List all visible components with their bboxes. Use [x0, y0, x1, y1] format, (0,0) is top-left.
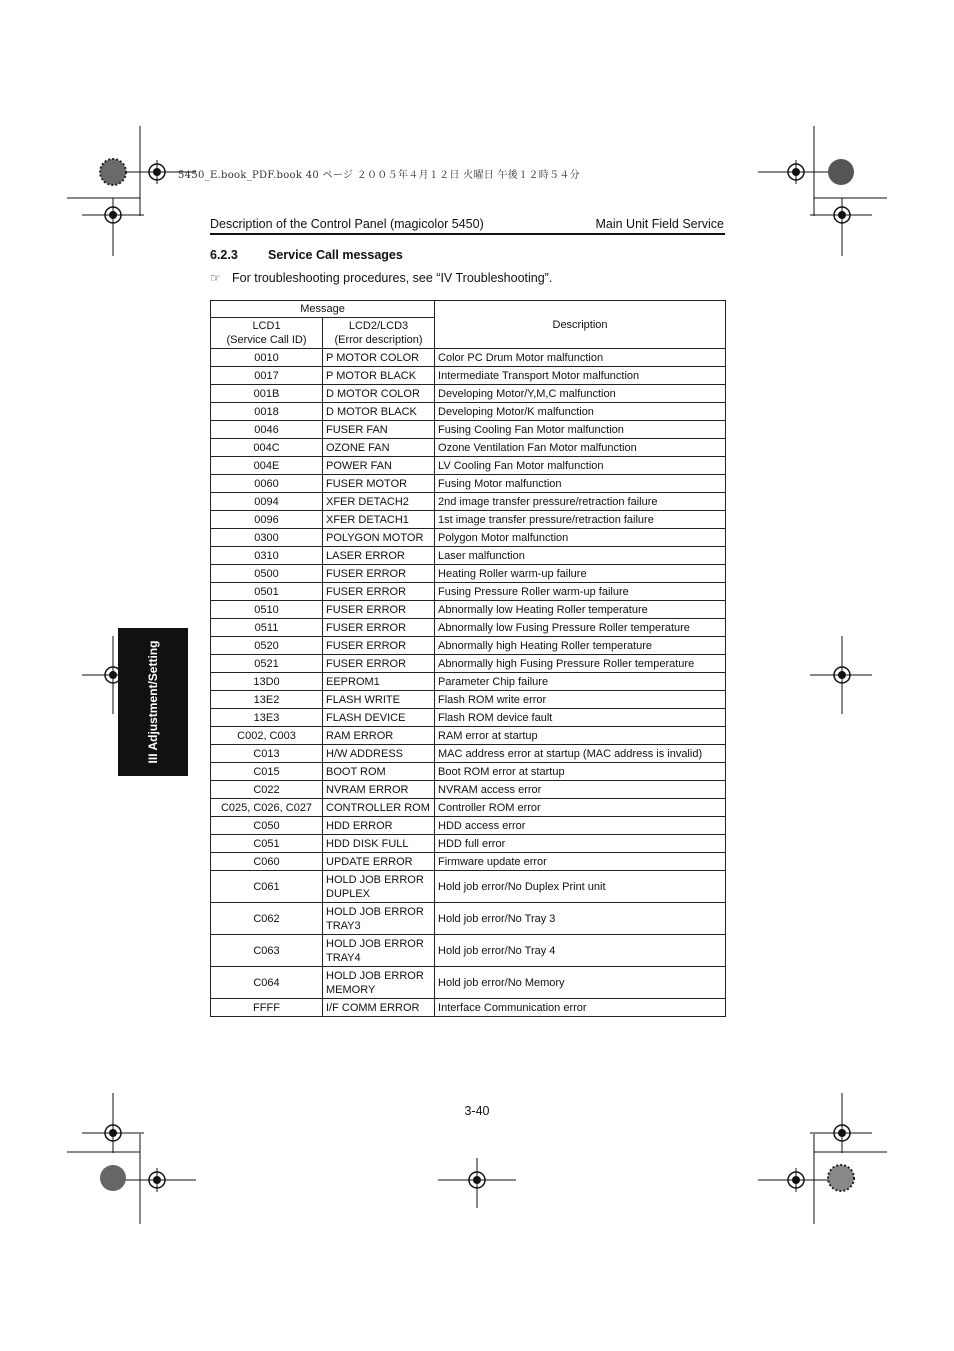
- cell-description: NVRAM access error: [435, 781, 726, 799]
- cell-description: Flash ROM device fault: [435, 709, 726, 727]
- cell-service-call-id: C013: [211, 745, 323, 763]
- table-row: [211, 817, 726, 835]
- cell-service-call-id: 0017: [211, 367, 323, 385]
- cell-error-message: BOOT ROM: [323, 763, 435, 781]
- cell-description: Laser malfunction: [435, 547, 726, 565]
- header-chapter-title: Description of the Control Panel (magicolor 5450): [210, 217, 484, 231]
- cell-service-call-id: C025, C026, C027: [211, 799, 323, 817]
- cell-description: Color PC Drum Motor malfunction: [435, 349, 726, 367]
- table-row: [211, 421, 726, 439]
- cell-service-call-id: FFFF: [211, 999, 323, 1017]
- cell-service-call-id: 0018: [211, 403, 323, 421]
- cell-service-call-id: 0060: [211, 475, 323, 493]
- cell-service-call-id: 001B: [211, 385, 323, 403]
- cell-error-message: HOLD JOB ERROR TRAY4: [323, 935, 435, 967]
- cell-error-message: XFER DETACH2: [323, 493, 435, 511]
- table-row: [211, 967, 726, 999]
- table-row: [211, 529, 726, 547]
- table-row: [211, 439, 726, 457]
- cell-error-message: HDD ERROR: [323, 817, 435, 835]
- cell-error-message: FUSER ERROR: [323, 583, 435, 601]
- table-row: [211, 367, 726, 385]
- cell-service-call-id: 0501: [211, 583, 323, 601]
- table-body: [211, 349, 726, 1017]
- header-section-title: Main Unit Field Service: [595, 217, 724, 231]
- table-row: [211, 565, 726, 583]
- table-row: [211, 871, 726, 903]
- cell-description: Flash ROM write error: [435, 691, 726, 709]
- cell-description: Hold job error/No Memory: [435, 967, 726, 999]
- cell-service-call-id: 0010: [211, 349, 323, 367]
- table-row: [211, 999, 726, 1017]
- cell-service-call-id: 0046: [211, 421, 323, 439]
- cell-service-call-id: 0094: [211, 493, 323, 511]
- cell-service-call-id: 0500: [211, 565, 323, 583]
- header-description: Description: [435, 301, 726, 349]
- cell-error-message: POWER FAN: [323, 457, 435, 475]
- cell-service-call-id: 0096: [211, 511, 323, 529]
- cell-error-message: RAM ERROR: [323, 727, 435, 745]
- header-lcd1: LCD1 (Service Call ID): [211, 318, 323, 349]
- cell-error-message: D MOTOR BLACK: [323, 403, 435, 421]
- cell-error-message: HOLD JOB ERROR MEMORY: [323, 967, 435, 999]
- cell-service-call-id: 0521: [211, 655, 323, 673]
- cell-error-message: NVRAM ERROR: [323, 781, 435, 799]
- cell-error-message: EEPROM1: [323, 673, 435, 691]
- table-row: [211, 763, 726, 781]
- cell-description: Abnormally low Fusing Pressure Roller temperature: [435, 619, 726, 637]
- cell-service-call-id: C060: [211, 853, 323, 871]
- cell-error-message: HOLD JOB ERROR DUPLEX: [323, 871, 435, 903]
- table-row: [211, 655, 726, 673]
- table-row: [211, 691, 726, 709]
- table-row: [211, 673, 726, 691]
- cell-error-message: LASER ERROR: [323, 547, 435, 565]
- cell-service-call-id: 0520: [211, 637, 323, 655]
- cell-error-message: P MOTOR BLACK: [323, 367, 435, 385]
- cell-error-message: FUSER ERROR: [323, 601, 435, 619]
- cell-description: Hold job error/No Tray 3: [435, 903, 726, 935]
- cell-error-message: POLYGON MOTOR: [323, 529, 435, 547]
- cell-description: 1st image transfer pressure/retraction failure: [435, 511, 726, 529]
- cell-description: 2nd image transfer pressure/retraction failure: [435, 493, 726, 511]
- header-lcd2-lcd3: LCD2/LCD3 (Error description): [323, 318, 435, 349]
- table-row: [211, 835, 726, 853]
- cell-error-message: HOLD JOB ERROR TRAY3: [323, 903, 435, 935]
- cell-error-message: FLASH DEVICE: [323, 709, 435, 727]
- cell-service-call-id: 004C: [211, 439, 323, 457]
- side-tab-label: III Adjustment/Setting: [146, 640, 160, 764]
- cell-error-message: HDD DISK FULL: [323, 835, 435, 853]
- cell-error-message: FUSER MOTOR: [323, 475, 435, 493]
- table-row: [211, 511, 726, 529]
- cell-description: Fusing Pressure Roller warm-up failure: [435, 583, 726, 601]
- cell-error-message: H/W ADDRESS: [323, 745, 435, 763]
- cell-service-call-id: C022: [211, 781, 323, 799]
- table-row: [211, 385, 726, 403]
- note-text: For troubleshooting procedures, see “IV Troubleshooting”.: [232, 271, 553, 285]
- cell-service-call-id: 13E3: [211, 709, 323, 727]
- table-row: [211, 799, 726, 817]
- cell-description: Parameter Chip failure: [435, 673, 726, 691]
- cell-error-message: FUSER FAN: [323, 421, 435, 439]
- header-message: Message: [211, 301, 435, 318]
- service-call-table: [210, 300, 726, 1017]
- cell-description: Hold job error/No Tray 4: [435, 935, 726, 967]
- cell-error-message: CONTROLLER ROM: [323, 799, 435, 817]
- cell-description: Boot ROM error at startup: [435, 763, 726, 781]
- table-row: [211, 349, 726, 367]
- cell-service-call-id: 13E2: [211, 691, 323, 709]
- cell-description: Firmware update error: [435, 853, 726, 871]
- table-row: [211, 853, 726, 871]
- cell-service-call-id: 004E: [211, 457, 323, 475]
- cell-description: Developing Motor/K malfunction: [435, 403, 726, 421]
- cell-description: Developing Motor/Y,M,C malfunction: [435, 385, 726, 403]
- table-row: [211, 637, 726, 655]
- cell-description: Heating Roller warm-up failure: [435, 565, 726, 583]
- table-row: [211, 601, 726, 619]
- cell-error-message: FUSER ERROR: [323, 637, 435, 655]
- pointing-hand-icon: ☞: [210, 271, 221, 285]
- section-heading: [210, 248, 403, 262]
- cell-description: Fusing Motor malfunction: [435, 475, 726, 493]
- page-number: 3-40: [464, 1104, 490, 1118]
- cell-error-message: FUSER ERROR: [323, 619, 435, 637]
- table-row: [211, 457, 726, 475]
- cell-service-call-id: C061: [211, 871, 323, 903]
- cell-service-call-id: C064: [211, 967, 323, 999]
- table-row: [211, 403, 726, 421]
- cell-error-message: FLASH WRITE: [323, 691, 435, 709]
- table-row: [211, 619, 726, 637]
- cell-service-call-id: C050: [211, 817, 323, 835]
- cell-error-message: FUSER ERROR: [323, 565, 435, 583]
- cell-description: Polygon Motor malfunction: [435, 529, 726, 547]
- cell-error-message: D MOTOR COLOR: [323, 385, 435, 403]
- cell-description: Abnormally high Fusing Pressure Roller temperature: [435, 655, 726, 673]
- cell-description: RAM error at startup: [435, 727, 726, 745]
- cell-service-call-id: C062: [211, 903, 323, 935]
- cell-description: HDD access error: [435, 817, 726, 835]
- side-chapter-tab: [118, 628, 188, 776]
- cell-service-call-id: 0310: [211, 547, 323, 565]
- table-row: [211, 935, 726, 967]
- cell-service-call-id: C015: [211, 763, 323, 781]
- cell-description: LV Cooling Fan Motor malfunction: [435, 457, 726, 475]
- cell-description: Intermediate Transport Motor malfunction: [435, 367, 726, 385]
- table-row: [211, 903, 726, 935]
- cell-description: Interface Communication error: [435, 999, 726, 1017]
- table-row: [211, 475, 726, 493]
- cell-service-call-id: 0510: [211, 601, 323, 619]
- cell-service-call-id: C002, C003: [211, 727, 323, 745]
- cell-error-message: I/F COMM ERROR: [323, 999, 435, 1017]
- table-row: [211, 547, 726, 565]
- table-row: [211, 727, 726, 745]
- cell-service-call-id: 13D0: [211, 673, 323, 691]
- cell-error-message: OZONE FAN: [323, 439, 435, 457]
- table-row: [211, 781, 726, 799]
- cell-error-message: UPDATE ERROR: [323, 853, 435, 871]
- section-number: 6.2.3: [210, 248, 238, 262]
- header-rule: [210, 233, 725, 235]
- table-row: [211, 493, 726, 511]
- table-row: [211, 709, 726, 727]
- cell-description: MAC address error at startup (MAC address is invalid): [435, 745, 726, 763]
- cell-error-message: XFER DETACH1: [323, 511, 435, 529]
- cell-service-call-id: C051: [211, 835, 323, 853]
- cell-description: Controller ROM error: [435, 799, 726, 817]
- troubleshooting-note: [210, 271, 552, 285]
- cell-error-message: P MOTOR COLOR: [323, 349, 435, 367]
- cell-service-call-id: C063: [211, 935, 323, 967]
- cell-error-message: FUSER ERROR: [323, 655, 435, 673]
- table-row: [211, 745, 726, 763]
- cell-description: Abnormally high Heating Roller temperature: [435, 637, 726, 655]
- cell-description: HDD full error: [435, 835, 726, 853]
- table-row: [211, 583, 726, 601]
- cell-description: Fusing Cooling Fan Motor malfunction: [435, 421, 726, 439]
- cell-service-call-id: 0511: [211, 619, 323, 637]
- cell-service-call-id: 0300: [211, 529, 323, 547]
- cell-description: Ozone Ventilation Fan Motor malfunction: [435, 439, 726, 457]
- cell-description: Hold job error/No Duplex Print unit: [435, 871, 726, 903]
- section-title: Service Call messages: [268, 248, 403, 262]
- printer-info-line: 5450_E.book_PDF.book 40 ページ ２００５年４月１２日 火曜日 午後１２時５４分: [178, 170, 580, 181]
- cell-description: Abnormally low Heating Roller temperature: [435, 601, 726, 619]
